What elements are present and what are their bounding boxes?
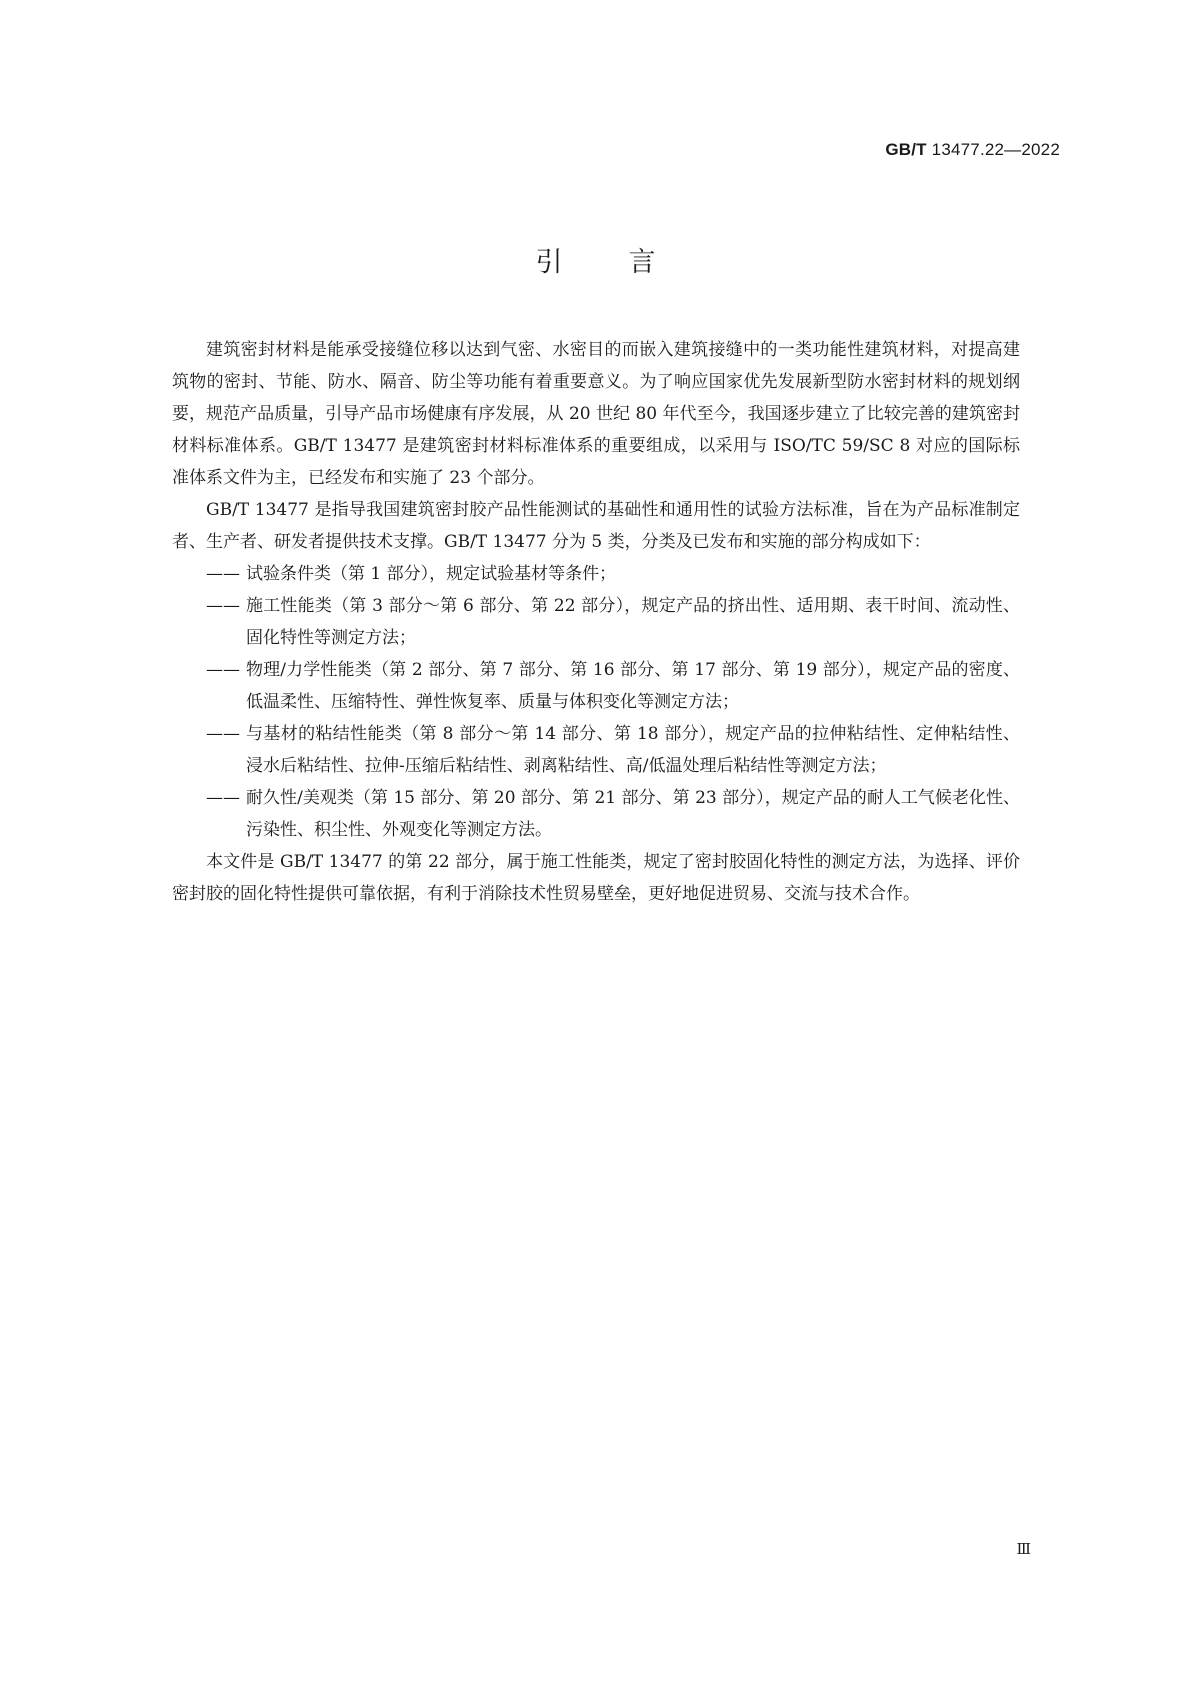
- list-item: [206, 782, 1020, 846]
- list-dash: ——: [206, 724, 240, 744]
- introduction-body: [172, 334, 1020, 910]
- list-item: [206, 558, 1020, 590]
- list-item: [206, 718, 1020, 782]
- list-item: [206, 590, 1020, 654]
- list-dash: ——: [206, 788, 240, 808]
- standard-number: 13477.22—2022: [931, 140, 1060, 159]
- list-item: [206, 654, 1020, 718]
- list-item-text: 施工性能类（第 3 部分～第 6 部分、第 22 部分），规定产品的挤出性、适用期、表干时间、流动性、固化特性等测定方法；: [246, 596, 1020, 648]
- paragraph-2: GB/T 13477 是指导我国建筑密封胶产品性能测试的基础性和通用性的试验方法标准，旨在为产品标准制定者、生产者、研发者提供技术支撑。GB/T 13477 分为 5 类，分类及已发布和实施的部分构成如下：: [172, 500, 1020, 552]
- title-char-1: 引: [535, 247, 563, 278]
- list-item-text: 耐久性/美观类（第 15 部分、第 20 部分、第 21 部分、第 23 部分），规定产品的耐人工气候老化性、污染性、积尘性、外观变化等测定方法。: [246, 788, 1020, 840]
- standard-code: [885, 140, 1060, 160]
- list-dash: ——: [206, 564, 240, 584]
- list-item-text: 物理/力学性能类（第 2 部分、第 7 部分、第 16 部分、第 17 部分、第 19 部分），规定产品的密度、低温柔性、压缩特性、弹性恢复率、质量与体积变化等测定方法；: [246, 660, 1020, 712]
- paragraph-1: 建筑密封材料是能承受接缝位移以达到气密、水密目的而嵌入建筑接缝中的一类功能性建筑材料，对提高建筑物的密封、节能、防水、隔音、防尘等功能有着重要意义。为了响应国家优先发展新型防水密封材料的规划纲要，规范产品质量，引导产品市场健康有序发展，从 20 世纪 80 年代至今，我国逐步建立了比较完善的建筑密封材料标准体系。GB/T 13477 是建筑密封材料标准体系的重要组成，以采用与 ISO/TC 59/SC 8 对应的国际标准体系文件为主，已经发布和实施了 23 个部分。: [172, 340, 1020, 488]
- list-dash: ——: [206, 596, 240, 616]
- standard-prefix: GB/T: [885, 140, 927, 159]
- list-item-text: 试验条件类（第 1 部分），规定试验基材等条件；: [246, 564, 617, 584]
- title-char-2: 言: [628, 247, 656, 278]
- list-dash: ——: [206, 660, 240, 680]
- page-number: Ⅲ: [1016, 1540, 1031, 1558]
- paragraph-3: 本文件是 GB/T 13477 的第 22 部分，属于施工性能类，规定了密封胶固化特性的测定方法，为选择、评价密封胶的固化特性提供可靠依据，有利于消除技术性贸易壁垒，更好地促进贸易、交流与技术合作。: [172, 852, 1020, 904]
- page-title: [0, 240, 1191, 279]
- list-item-text: 与基材的粘结性能类（第 8 部分～第 14 部分、第 18 部分），规定产品的拉伸粘结性、定伸粘结性、浸水后粘结性、拉伸-压缩后粘结性、剥离粘结性、高/低温处理后粘结性等测定方法；: [246, 724, 1020, 776]
